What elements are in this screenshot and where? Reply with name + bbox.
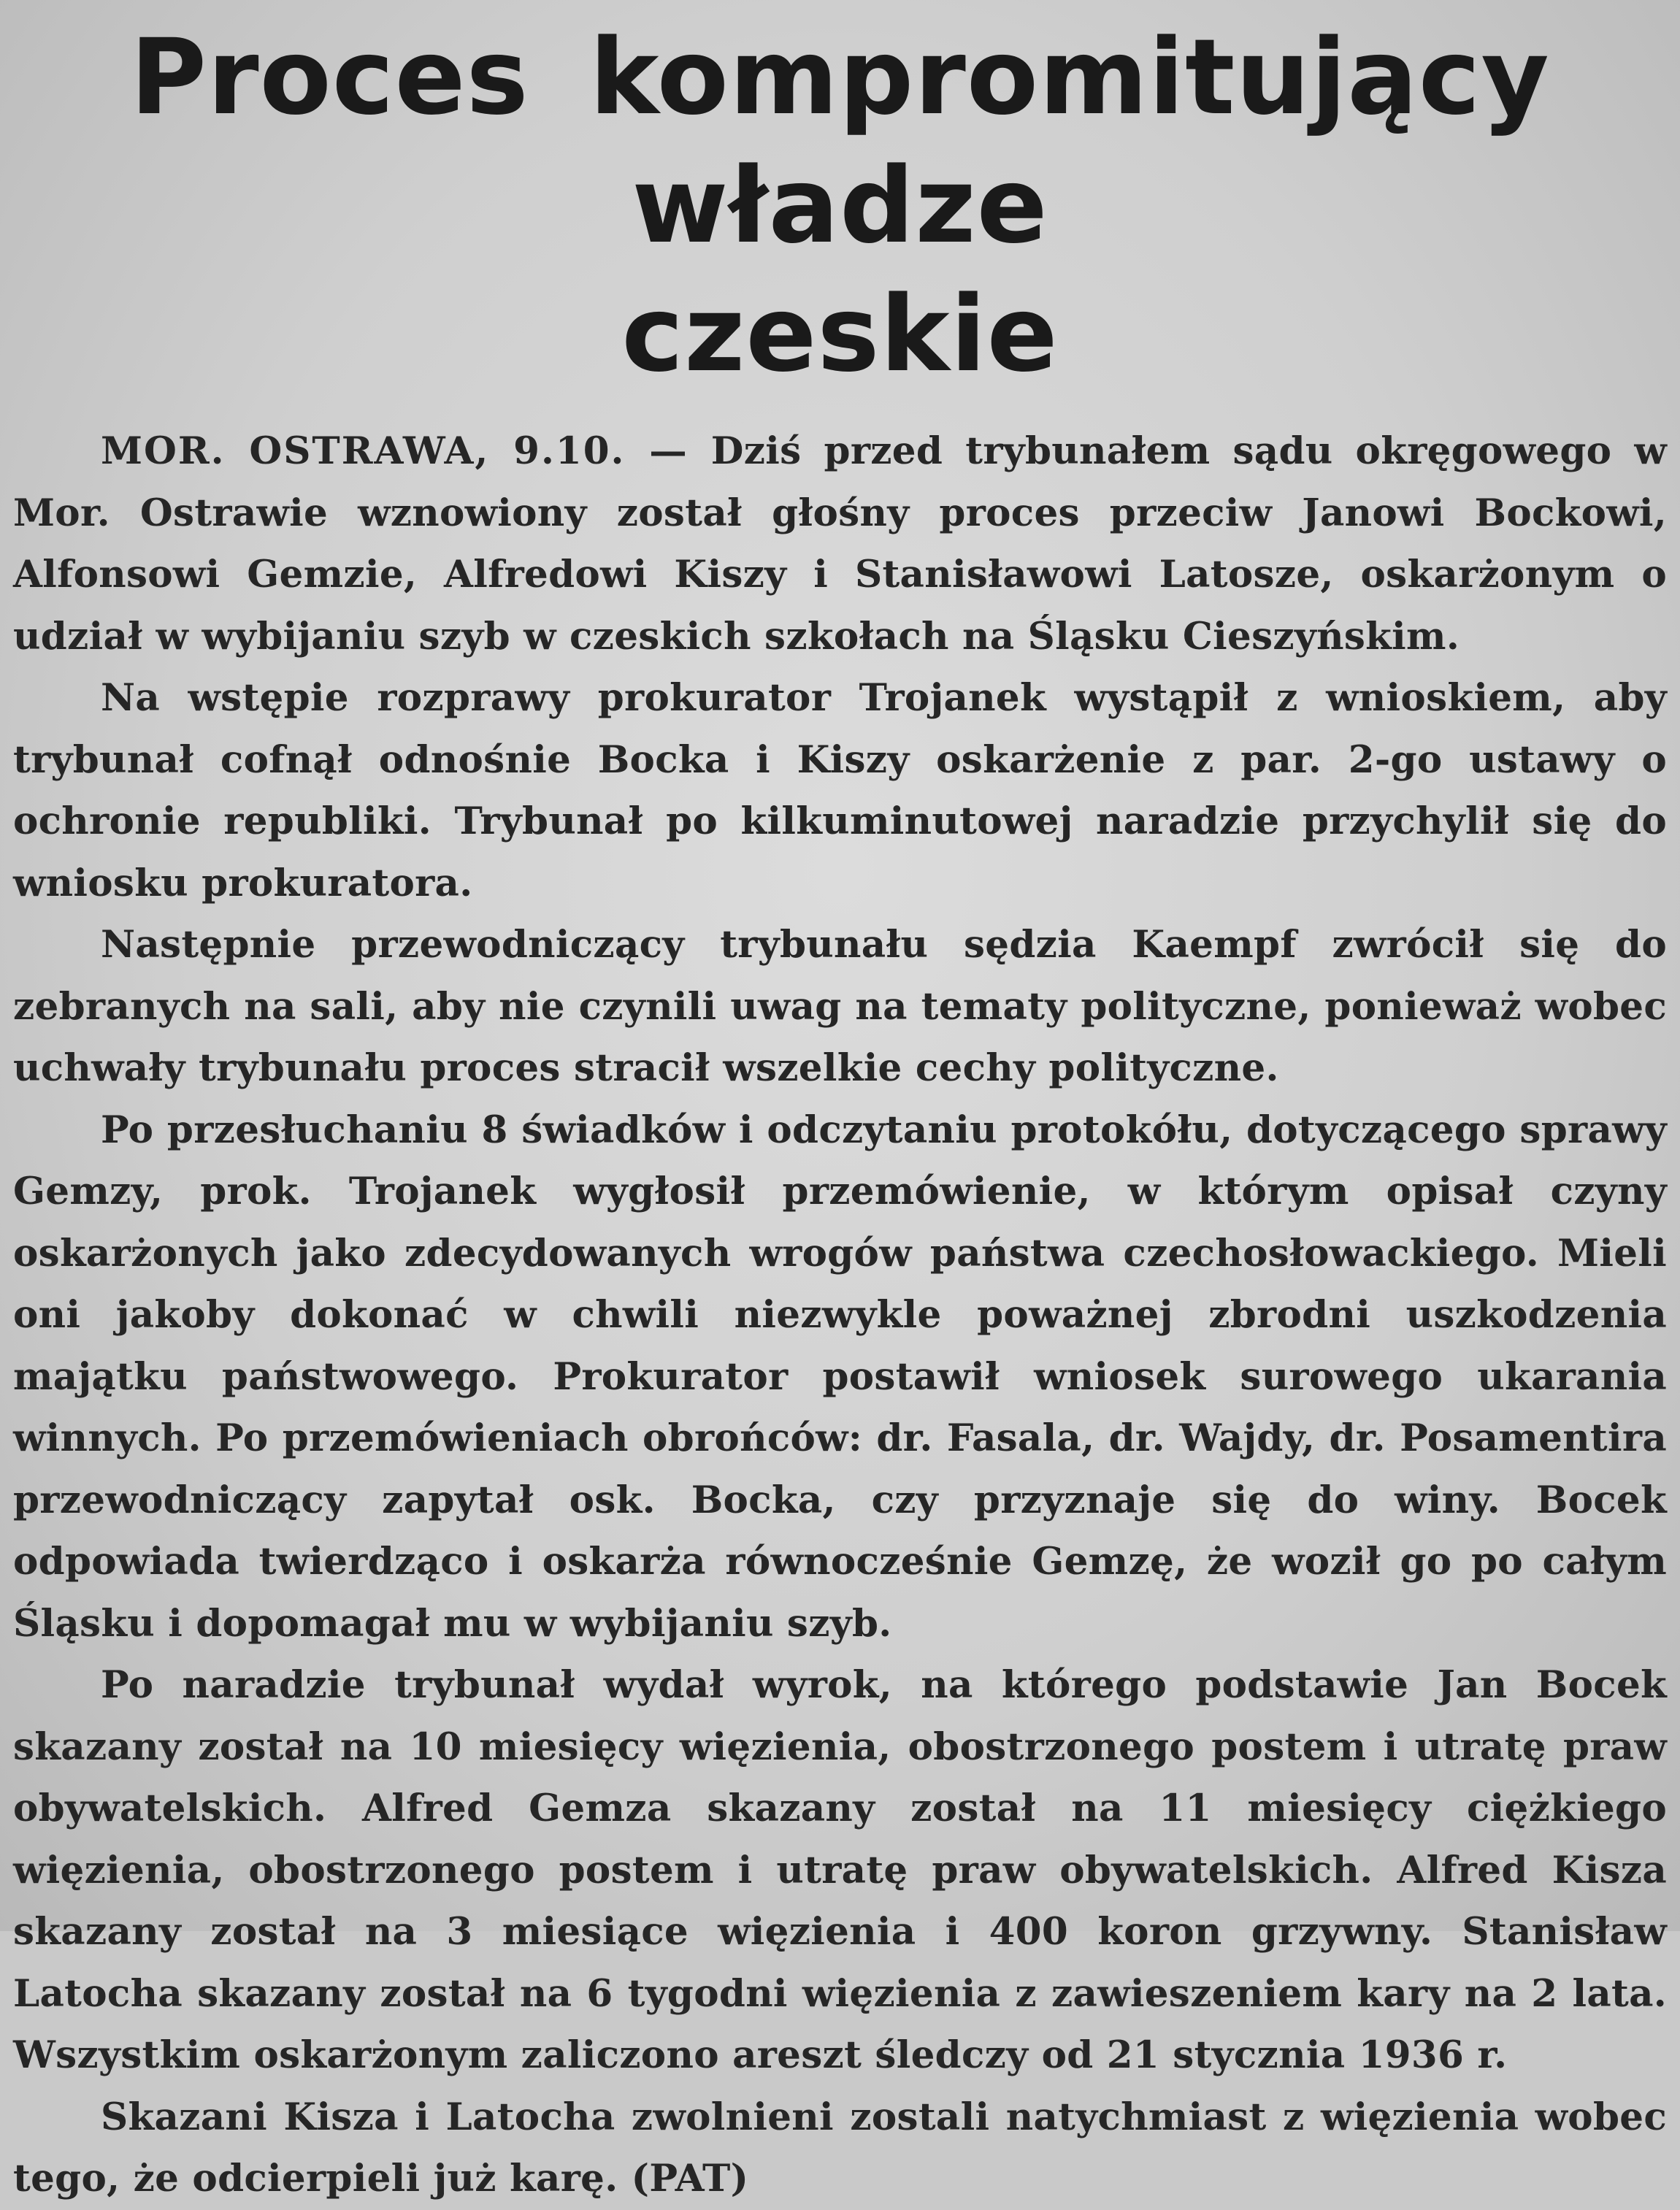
- paragraph-2: Na wstępie rozprawy prokurator Trojanek wystąpił z wnioskiem, aby trybunał cofnął odnośnie Bocka i Kiszy oskarżenie z par. 2-go ustawy o ochronie republiki. Trybunał po kilkuminutowej naradzie przychylił się do wniosku prokuratora.: [13, 676, 1667, 905]
- paragraph-6: Skazani Kisza i Latocha zwolnieni zostali natychmiast z więzienia wobec tego, że odcierpieli już karę. (PAT): [13, 2095, 1667, 2201]
- paragraph-4: Po przesłuchaniu 8 świadków i odczytaniu protokółu, dotyczącego sprawy Gemzy, prok. Trojanek wygłosił przemówienie, w którym opisał czyny oskarżonych jako zdecydowanych wrogów państwa czechosłowackiego. Mieli oni jakoby dokonać w chwili niezwykle poważnej zbrodni uszkodzenia majątku państwowego. Prokurator postawił wniosek surowego ukarania winnych. Po przemówieniach obrońców: dr. Fasala, dr. Wajdy, dr. Posamentira przewodniczący zapytał osk. Bocka, czy przyznaje się do winy. Bocek odpowiada twierdząco i oskarża równocześnie Gemzę, że woził go po całym Śląsku i dopomagał mu w wybijaniu szyb.: [13, 1108, 1667, 1646]
- headline-line-1: Proces kompromitujący władze: [130, 16, 1550, 266]
- headline: [13, 0, 1667, 399]
- article-body: [13, 421, 1667, 2210]
- paragraph-1-text: Dziś przed trybunałem sądu okręgowego w Mor. Ostrawie wznowiony został głośny proces przeciw Janowi Bockowi, Alfonsowi Gemzie, Alfredowi Kiszy i Stanisławowi Latosze, oskarżonym o udział w wybijaniu szyb w czeskich szkołach na Śląsku Cieszyńskim.: [13, 429, 1667, 659]
- paragraph-5: Po naradzie trybunał wydał wyrok, na którego podstawie Jan Bocek skazany został na 10 miesięcy więzienia, obostrzonego postem i utratę praw obywatelskich. Alfred Gemza skazany został na 11 miesięcy ciężkiego więzienia, obostrzonego postem i utratę praw obywatelskich. Alfred Kisza skazany został na 3 miesiące więzienia i 400 koron grzywny. Stanisław Latocha skazany został na 6 tygodni więzienia z zawieszeniem kary na 2 lata. Wszystkim oskarżonym zaliczono areszt śledczy od 21 stycznia 1936 r.: [13, 1663, 1667, 2077]
- paragraph-1: [13, 421, 1667, 667]
- headline-line-2: czeskie: [621, 273, 1059, 395]
- dateline: MOR. OSTRAWA, 9.10. —: [101, 429, 689, 473]
- paragraph-3: Następnie przewodniczący trybunału sędzia Kaempf zwrócił się do zebranych na sali, aby nie czynili uwag na tematy polityczne, ponieważ wobec uchwały trybunału proces stracił wszelkie cechy polityczne.: [13, 923, 1667, 1090]
